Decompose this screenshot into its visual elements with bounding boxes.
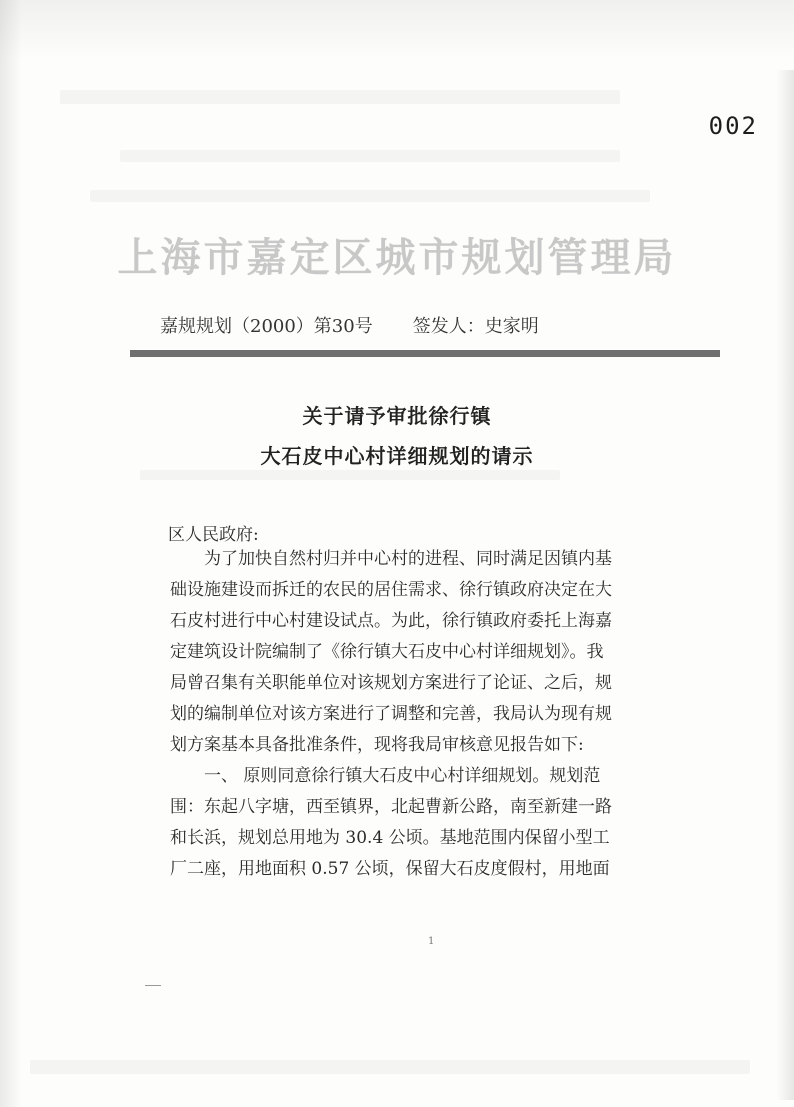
- salutation: 区人民政府:: [168, 525, 259, 545]
- document-number: 嘉规规划（2000）第30号: [160, 316, 373, 337]
- scan-shadow-left: [0, 0, 22, 1107]
- document-meta-line: [160, 312, 680, 338]
- letterhead-divider: [130, 350, 720, 357]
- body-line: 定建筑设计院编制了《徐行镇大石皮中心村详细规划》。我: [170, 642, 604, 662]
- body-line: 划的编制单位对该方案进行了调整和完善，我局认为现有规: [170, 704, 612, 724]
- scan-shadow-right: [776, 70, 794, 1100]
- body-line: 划方案基本具备批准条件，现将我局审核意见报告如下:: [170, 735, 584, 755]
- margin-dash-mark: [145, 985, 161, 986]
- scan-shadow-top: [0, 0, 794, 60]
- body-line: 础设施建设而拆迁的农民的居住需求、徐行镇政府决定在大: [170, 580, 612, 600]
- body-line: 一、 原则同意徐行镇大石皮中心村详细规划。规划范: [204, 766, 601, 786]
- archive-page-number: 002: [708, 112, 758, 140]
- bleed-through-artifact: [140, 470, 560, 480]
- signer-name: 史家明: [484, 316, 539, 337]
- signer-label: 签发人：: [412, 316, 485, 337]
- agency-letterhead-title: 上海市嘉定区城市规划管理局: [117, 234, 677, 281]
- bleed-through-artifact: [120, 150, 620, 162]
- bleed-through-artifact: [90, 190, 650, 202]
- document-heading-line-2: 大石皮中心村详细规划的请示: [260, 444, 534, 468]
- body-line: 局曾召集有关职能单位对该规划方案进行了论证、之后，规: [170, 673, 612, 693]
- body-line: 石皮村进行中心村建设试点。为此，徐行镇政府委托上海嘉: [170, 611, 612, 631]
- document-heading-line-1: 关于请予审批徐行镇: [302, 404, 492, 428]
- body-line: 厂二座，用地面积 0.57 公顷，保留大石皮度假村，用地面: [170, 859, 610, 879]
- body-line: 为了加快自然村归并中心村的进程、同时满足因镇内基: [204, 549, 612, 569]
- bleed-through-artifact: [30, 1060, 750, 1074]
- bleed-through-artifact: [60, 90, 620, 104]
- body-line: 和长浜，规划总用地为 30.4 公顷。基地范围内保留小型工: [170, 828, 610, 848]
- body-paragraphs: [170, 544, 690, 885]
- body-line: 围：东起八字塘，西至镇界，北起曹新公路，南至新建一路: [170, 797, 612, 817]
- footer-page-mark: 1: [428, 936, 435, 947]
